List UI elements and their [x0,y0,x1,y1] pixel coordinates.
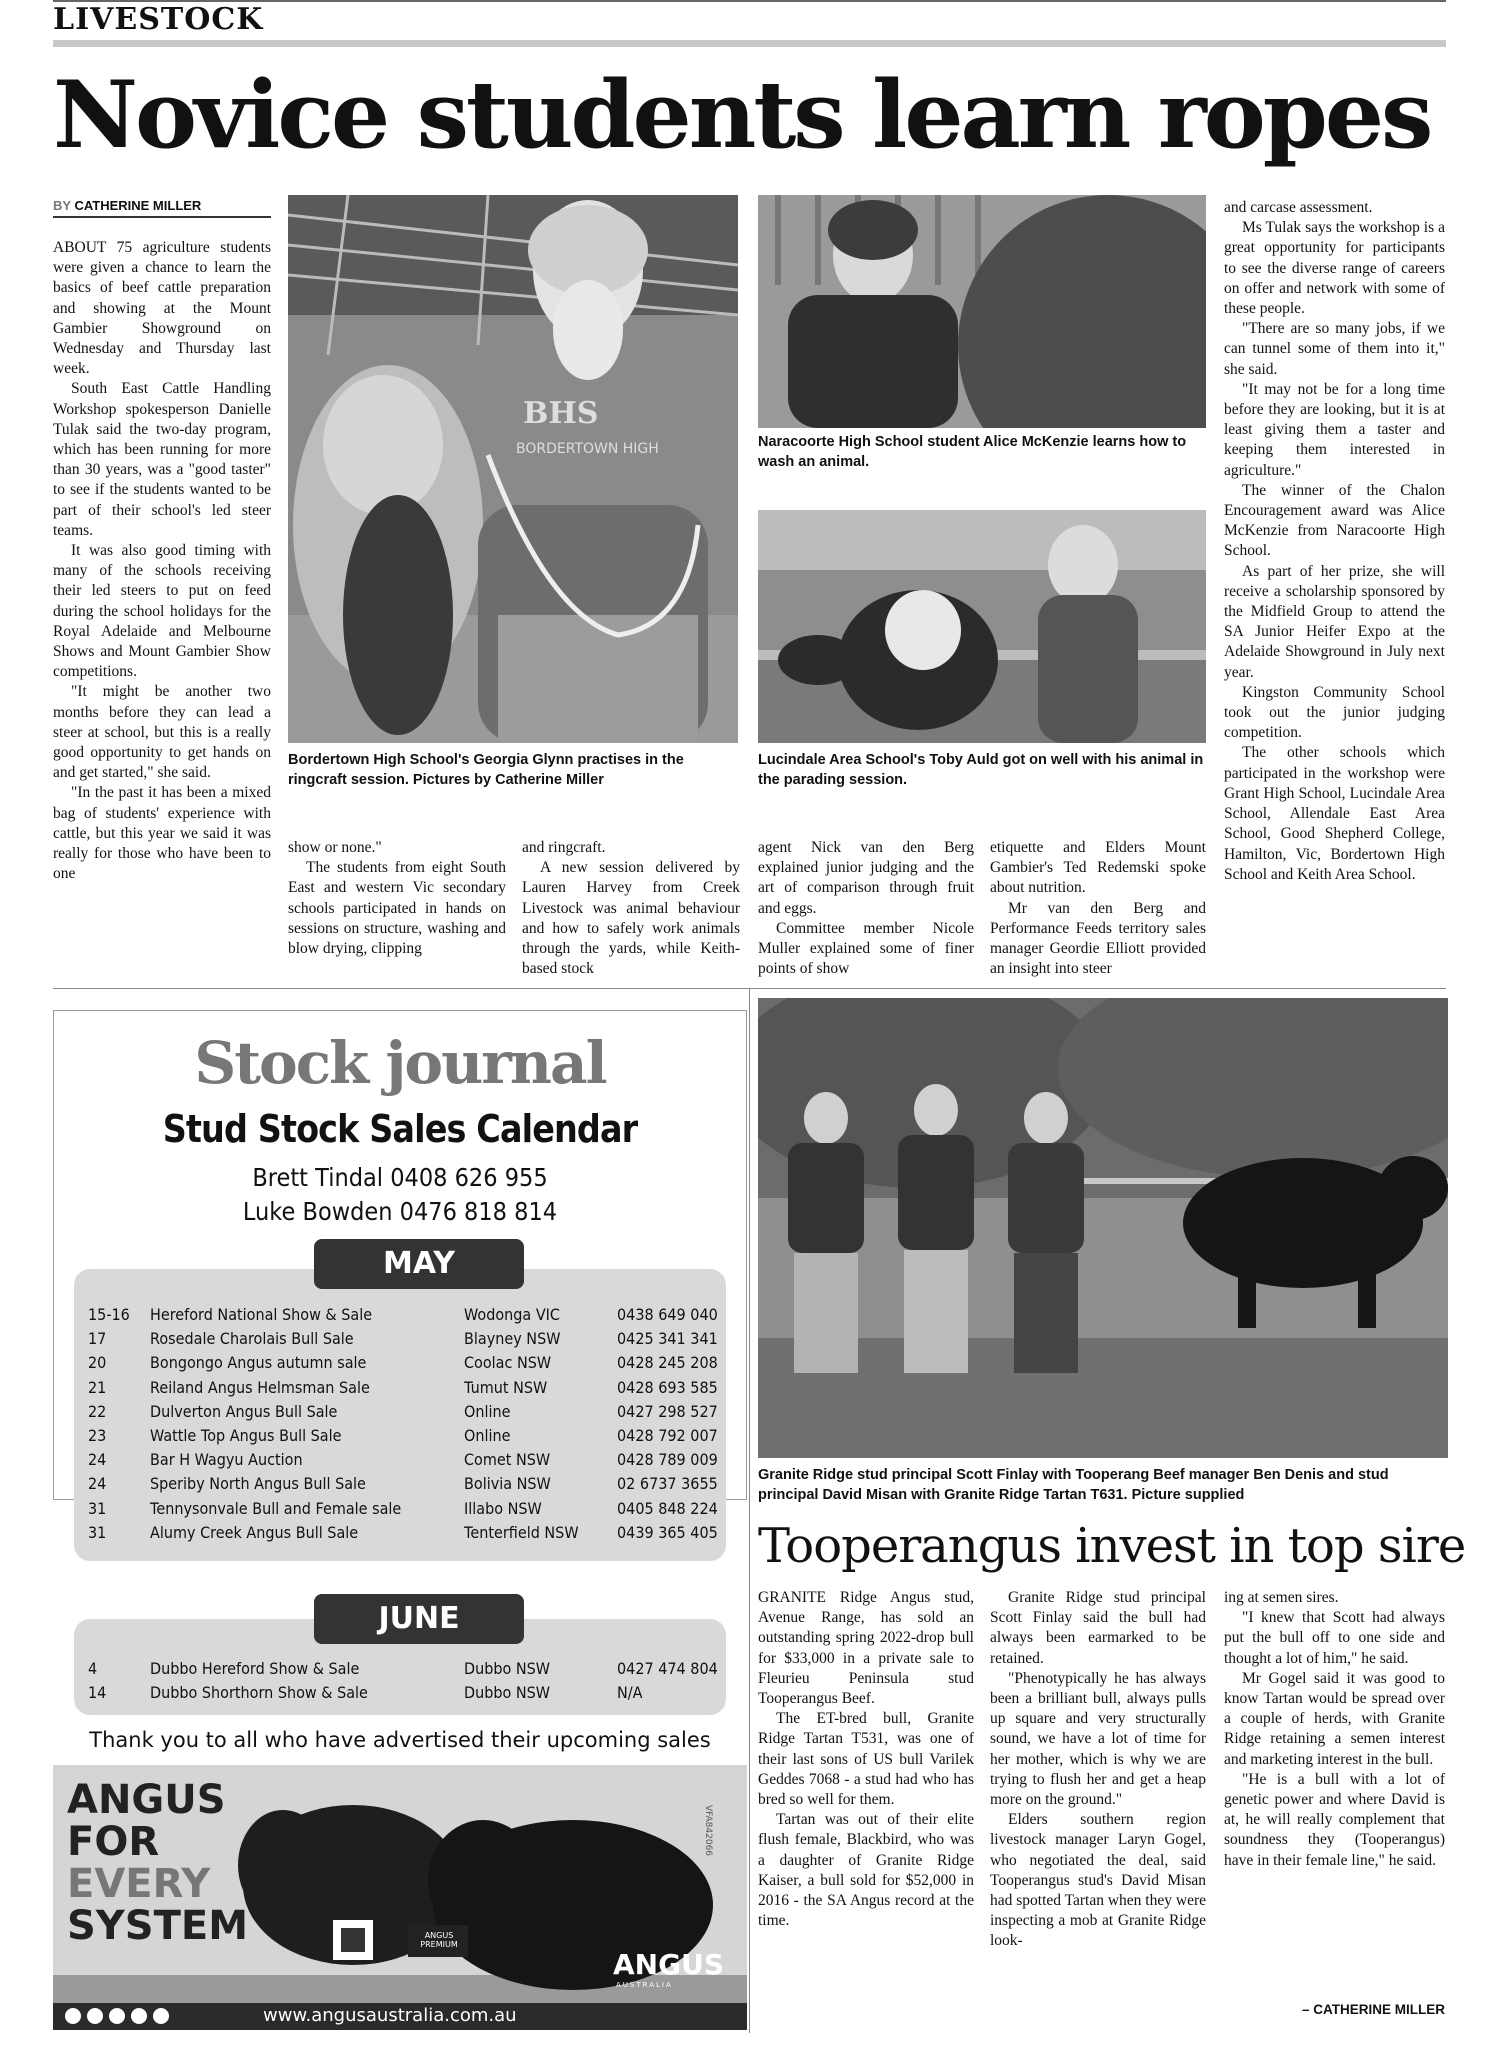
sale-name: Reiland Angus Helmsman Sale [150,1377,370,1397]
sale-location: Coolac NSW [464,1353,552,1373]
sale-name: Dubbo Shorthorn Show & Sale [150,1683,368,1703]
paragraph: Committee member Nicole Muller explained some of finer points of show [758,919,974,978]
sale-phone: 0425 341 341 [617,1329,718,1349]
paragraph: The students from eight South East and western Vic secondary schools participated in hands on sessions on structure, washing and blow drying, clipping [288,859,506,958]
sales-calendar-ad [53,1010,747,1703]
paragraph: ABOUT 75 agriculture students were given a chance to learn the basics of beef cattle preparation and showing at the Mount Gambier Showground on Wednesday and Thursday last week. [53,239,271,378]
paragraph: A new session delivered by Lauren Harvey from Creek Livestock was animal behaviour and how to safely work animals through the yards, while Keith-based stock [522,859,740,978]
paragraph: "I knew that Scott had always put the bull off to one side and thought a lot of him," he said. [1224,1609,1445,1667]
contact-luke: Luke Bowden 0476 818 814 [242,1197,558,1226]
sale-location: Bolivia NSW [464,1474,551,1494]
article-column-3 [522,838,740,983]
headline: Novice students learn ropes [53,60,1431,169]
paragraph: ing at semen sires. [1224,1589,1339,1606]
sale-location: Blayney NSW [464,1329,561,1349]
sale-date: 22 [88,1401,107,1421]
sale-phone: N/A [617,1683,643,1703]
youtube-icon[interactable] [109,2008,125,2024]
instagram-icon[interactable] [131,2008,147,2024]
caption-alice: Naracoorte High School student Alice McKenzie learns how to wash an animal. [758,434,1187,470]
sale-location: Comet NSW [464,1450,551,1470]
sale-name: Alumy Creek Angus Bull Sale [150,1522,359,1542]
paragraph: Ms Tulak says the workshop is a great opportunity for participants to see the diverse range of careers on offer and network with some of these people. [1224,219,1445,318]
sale-phone: 0428 792 007 [617,1426,718,1445]
sale-row [74,1424,726,1448]
month-box-june [74,1601,726,1715]
section-label: LIVESTOCK [53,2,264,37]
calendar-title: Stud Stock Sales Calendar [162,1107,638,1151]
thanks-text: Thank you to all who have advertised their upcoming sales [89,1728,711,1752]
paragraph: and ringcraft. [522,839,606,856]
paragraph: It was also good timing with many of the schools receiving their led steers to put on feed during the school holidays for the Royal Adelaide and Melbourne Shows and Mount Gambier Show competitions. [53,542,271,681]
sale-row [74,1472,726,1496]
sale-location: Wodonga VIC [464,1305,560,1324]
paragraph: South East Cattle Handling Workshop spokesperson Danielle Tulak said the two-day program, which has been running for more than 30 years, was a "good taster" to see if the students wanted to be part of their school's led steer teams. [53,380,271,539]
sale-phone: 0427 298 527 [617,1401,718,1421]
sale-name: Wattle Top Angus Bull Sale [150,1426,342,1445]
paragraph: GRANITE Ridge Angus stud, Avenue Range, has sold an outstanding spring 2022-drop bull for $33,000 in a private sale to Fleurieu Peninsula stud Tooperangus Beef. [758,1589,974,1708]
sale-name: Dulverton Angus Bull Sale [150,1401,338,1421]
sale-date: 21 [88,1377,107,1397]
stock-journal-logo: Stock journal [194,1029,606,1097]
photo-alice-mckenzie [758,195,1206,428]
contact-brett: Brett Tindal 0408 626 955 [252,1163,548,1192]
sale-date: 24 [88,1474,107,1494]
sale-phone: 02 6737 3655 [617,1474,718,1494]
paragraph: The ET-bred bull, Granite Ridge Tartan T531, was one of their last sons of US bull Varilek Geddes 7068 - a stud had who has bred so well for them. [758,1710,974,1809]
byline-name: CATHERINE MILLER [74,198,202,213]
article2-column-3 [1224,1588,1445,1996]
sale-date: 4 [88,1659,98,1678]
sale-row [74,1303,726,1327]
sale-name: Bongongo Angus autumn sale [150,1353,367,1373]
paragraph: etiquette and Elders Mount Gambier's Ted Redemski spoke about nutrition. [990,839,1206,897]
paragraph: The winner of the Chalon Encouragement award was Alice McKenzie from Naracoorte High School. [1224,481,1445,560]
caption-granite: Granite Ridge stud principal Scott Finlay with Tooperang Beef manager Ben Denis and stud principal David Misan with Granite Ridge Tartan T631. Picture supplied [758,1467,1389,1503]
sale-name: Bar H Wagyu Auction [150,1450,303,1470]
sale-phone: 0427 474 804 [617,1659,718,1678]
angus-ad [53,1765,747,2030]
sale-date: 31 [88,1498,107,1518]
article-column-6 [1224,198,1445,983]
paragraph: agent Nick van den Berg explained junior judging and the art of comparison through fruit and eggs. [758,839,974,917]
article-column-5 [990,838,1206,983]
sale-phone: 0405 848 224 [617,1498,718,1518]
angus-premium-label: ANGUS PREMIUM [420,1931,458,1949]
byline-prefix: BY [53,198,71,213]
sale-name: Rosedale Charolais Bull Sale [150,1329,354,1349]
sale-row [74,1681,726,1705]
paragraph: Granite Ridge stud principal Scott Finlay said the bull had always been earmarked to be retained. [990,1589,1206,1667]
facebook-icon[interactable] [65,2008,81,2024]
sale-row [74,1521,726,1545]
caption-toby: Lucindale Area School's Toby Auld got on well with his animal in the parading session. [758,752,1204,788]
sale-name: Hereford National Show & Sale [150,1305,373,1324]
angus-line2: FOR [67,1819,160,1865]
signoff: – CATHERINE MILLER [1301,2002,1445,2017]
paragraph: "In the past it has been a mixed bag of students' experience with cattle, but this year we said it was really for those who have been to one [53,784,271,883]
angus-line1: ANGUS [67,1777,226,1823]
sale-phone: 0439 365 405 [617,1522,718,1542]
social-icons [65,2008,169,2024]
sale-phone: 0428 245 208 [617,1353,718,1373]
sale-location: Illabo NSW [464,1498,542,1518]
paragraph: "He is a bull with a lot of genetic power and where David is at, he will really complement that soundness they (Tooperangus) have in their female line," he said. [1224,1770,1445,1869]
linkedin-icon[interactable] [153,2008,169,2024]
paragraph: show or none." [288,839,382,856]
photo-granite-ridge [758,998,1448,1458]
column-divider [749,988,750,2033]
month-label-june: JUNE [314,1594,524,1644]
sale-name: Dubbo Hereford Show & Sale [150,1659,360,1678]
paragraph: Kingston Community School took out the junior judging competition. [1224,683,1445,742]
angus-brand-sub: AUSTRALIA [616,1981,673,1989]
angus-code: VFA842066 [703,1805,713,1857]
paragraph: Mr van den Berg and Performance Feeds territory sales manager Geordie Elliott provided an insight into steer [990,899,1206,978]
sale-row [74,1327,726,1351]
shirt-text-bordertown: BORDERTOWN HIGH [516,441,659,457]
photo-toby-auld [758,510,1206,743]
byline [53,198,271,218]
sale-phone: 0428 693 585 [617,1377,718,1397]
sale-date: 15-16 [88,1305,130,1324]
sale-row [74,1657,726,1681]
paragraph: "Phenotypically he has always been a brilliant bull, always pulls up square and very structurally sound, we have a lot of time for her mother, which is why we are trying to flush her and get a heap more on the ground." [990,1669,1206,1809]
angus-line3: EVERY [67,1861,211,1907]
month-label-may: MAY [314,1239,524,1289]
sale-date: 23 [88,1426,107,1445]
sale-date: 31 [88,1522,107,1542]
paragraph: "It might be another two months before they can lead a steer at school, but this is a really good opportunity to get hands on and get started," she said. [53,683,271,782]
angus-brand: ANGUS [613,1948,724,1981]
paragraph: Tartan was out of their elite flush female, Blackbird, who was a daughter of Granite Ridge Kaiser, a bull sold for $52,000 in 2016 - the SA Angus record at the time. [758,1811,974,1930]
sale-row [74,1400,726,1424]
sale-date: 24 [88,1450,107,1470]
sale-row [74,1448,726,1472]
sale-location: Online [464,1401,511,1421]
month-box-may [74,1246,726,1561]
article2-column-2 [990,1588,1206,2028]
angus-url[interactable]: www.angusaustralia.com.au [263,2005,517,2026]
paragraph: Elders southern region livestock manager Laryn Gogel, who negotiated the deal, said Tooperangus stud's David Misan had spotted Tartan when they were inspecting a mob at Granite Ridge look- [990,1811,1206,1950]
sale-name: Speriby North Angus Bull Sale [150,1474,366,1494]
paragraph: The other schools which participated in the workshop were Grant High School, Lucindale Area School, Allendale East Area School, Good Shepherd College, Hamilton, Vic, Bordertown High School and Keith Area School. [1224,744,1445,883]
sale-phone: 0428 789 009 [617,1450,718,1470]
section-rule [53,40,1446,47]
shirt-text-bhs: BHS [523,396,599,431]
article-column-1 [53,238,271,983]
paragraph: Mr Gogel said it was good to know Tartan would be spread over a couple of herds, with Granite Ridge retaining a semen interest and marketing interest in the bull. [1224,1669,1445,1768]
sale-date: 20 [88,1353,107,1373]
sale-location: Dubbo NSW [464,1683,551,1703]
sale-location: Tenterfield NSW [464,1522,579,1542]
headline-tooperangus: Tooperangus invest in top sire [758,1518,1466,1574]
article-column-2 [288,838,506,983]
sale-name: Tennysonvale Bull and Female sale [150,1498,402,1518]
paragraph: "It may not be for a long time before they are looking, but it is at least giving them a taster and keeping them interested in agriculture." [1224,380,1445,479]
paragraph: "There are so many jobs, if we can tunnel some of them into it," she said. [1224,320,1445,378]
sale-location: Tumut NSW [464,1377,548,1397]
article-column-4 [758,838,974,983]
sale-row [74,1376,726,1400]
twitter-icon[interactable] [87,2008,103,2024]
paragraph: and carcase assessment. [1224,199,1373,216]
article2-column-1 [758,1588,974,2028]
caption-georgia: Bordertown High School's Georgia Glynn practises in the ringcraft session. Pictures by Catherine Miller [288,752,684,788]
sale-date: 17 [88,1329,107,1349]
paragraph: As part of her prize, she will receive a scholarship sponsored by the Midfield Group to attend the SA Junior Heifer Expo at the Adelaide Showground in July next year. [1224,562,1445,681]
sale-location: Dubbo NSW [464,1659,551,1678]
sale-row [74,1497,726,1521]
angus-line4: SYSTEM [67,1903,248,1949]
sale-phone: 0438 649 040 [617,1305,718,1324]
sale-date: 14 [88,1683,107,1703]
sale-location: Online [464,1426,511,1445]
sale-row [74,1351,726,1375]
photo-georgia-glynn [288,195,738,743]
